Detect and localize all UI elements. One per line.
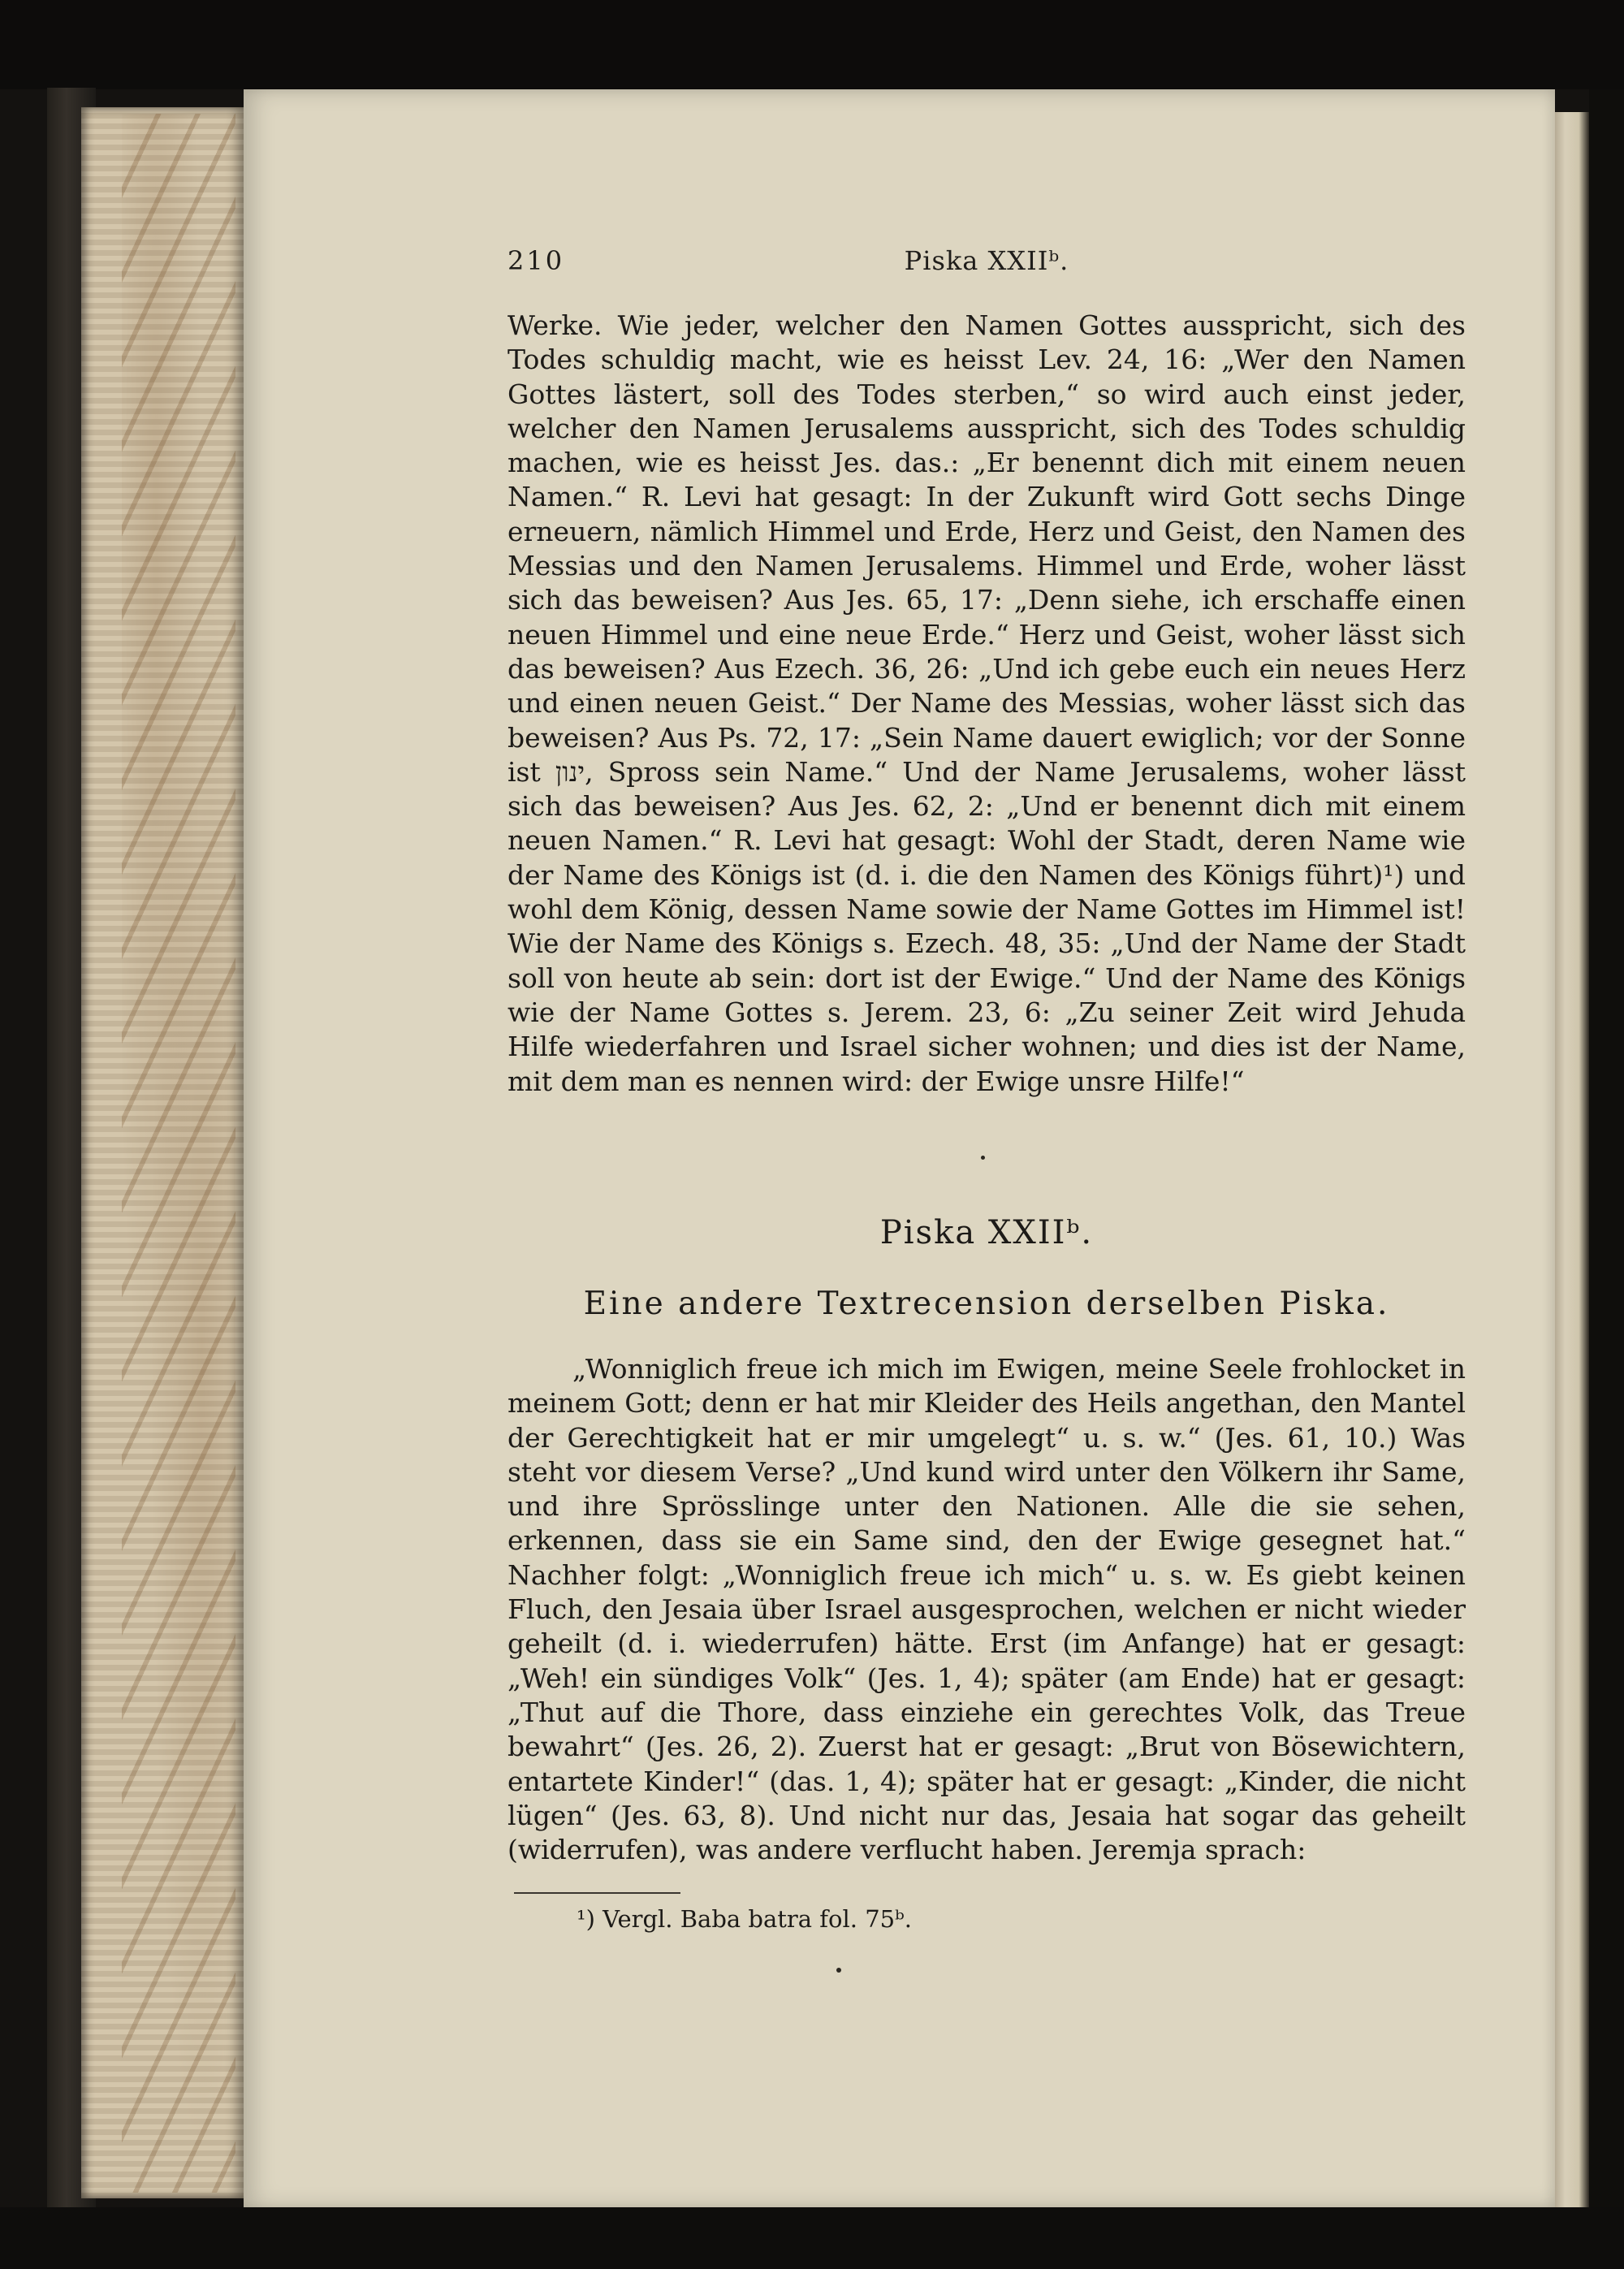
page-header [508, 245, 1466, 286]
paragraph-continued [508, 309, 1466, 1099]
paper-speck [981, 1156, 985, 1160]
backdrop [0, 0, 1624, 89]
section-title: Piska XXIIᵇ. [879, 1214, 1094, 1251]
section-subtitle: Eine andere Textrecension derselben Piska. [583, 1286, 1390, 1322]
bottom-backdrop [0, 2207, 1624, 2269]
paragraph-text: Werke. Wie jeder, welcher den Namen Gottes ausspricht, sich des Todes schuldig macht, wie es heisst Lev. 24, 16: „Wer den Namen Gottes lästert, soll des Todes sterben,“ so wird auch einst jeder, welcher den Namen Jerusalems ausspricht, sich des Todes schuldig machen, wie es heisst Jes. das.: „Er benennt dich mit einem neuen Namen.“ R. Levi hat gesagt: In der Zukunft wird Gott sechs Dinge erneuern, nämlich Himmel und Erde, Herz und Geist, den Namen des Messias und den Namen Jerusalems. Himmel und Erde, woher lässt sich das beweisen? Aus Jes. 65, 17: „Denn siehe, ich erschaffe einen neuen Himmel und eine neue Erde.“ Herz und Geist, woher lässt sich das beweisen? Aus Ezech. 36, 26: „Und ich gebe euch ein neues Herz und einen neuen Geist.“ Der Name des Messias, woher lässt sich das beweisen? Aus Ps. 72, 17: „Sein Name dauert ewiglich; vor der Sonne ist ינון, Spross sein Name.“ Und der Name Jerusalems, woher lässt sich das beweisen? Aus Jes. 62, 2: „Und er benennt dich mit einem neuen Namen.“ R. Levi hat gesagt: Wohl der Stadt, deren Name wie der Name des Königs ist (d. i. die den Namen des Königs führt)¹) und wohl dem König, dessen Name sowie der Name Gottes im Himmel ist! Wie der Name des Königs s. Ezech. 48, 35: „Und der Name der Stadt soll von heute ab sein: dort ist der Ewige.“ Und der Name des Königs wie der Name Gottes s. Jerem. 23, 6: „Zu seiner Zeit wird Jehuda Hilfe wiederfahren und Israel sicher wohnen; und dies ist der Name, mit dem man es nennen wird: der Ewige unsre Hilfe!“ [508, 309, 1466, 1097]
marbled-edge [122, 114, 235, 2193]
page-number: 210 [508, 245, 565, 276]
paragraph-new-section [508, 1352, 1466, 1867]
paper-speck [836, 1968, 841, 1973]
footnote-rule [514, 1892, 680, 1894]
running-head: Piska XXIIᵇ. [904, 245, 1069, 276]
right-backdrop [1589, 89, 1624, 2269]
right-page-edge [1555, 112, 1589, 2215]
paragraph-text: „Wonniglich freue ich mich im Ewigen, meine Seele frohlocket in meinem Gott; denn er hat mir Kleider des Heils angethan, den Mantel der Gerechtigkeit hat er mir umgelegt“ u. s. w.“ (Jes. 61, 10.) Was steht vor diesem Verse? „Und kund wird unter den Völkern ihr Same, und ihre Sprösslinge unter den Nationen. Alle die sie sehen, erkennen, dass sie ein Same sind, den der Ewige gesegnet hat.“ Nachher folgt: „Wonniglich freue ich mich“ u. s. w. Es giebt keinen Fluch, den Jesaia über Israel ausgesprochen, welchen er nicht wieder geheilt (d. i. wiederrufen) hätte. Erst (im Anfange) hat er gesagt: „Weh! ein sündiges Volk“ (Jes. 1, 4); später (am Ende) hat er gesagt: „Thut auf die Thore, dass einziehe ein gerechtes Volk, das Treue bewahrt“ (Jes. 26, 2). Zuerst hat er gesagt: „Brut von Bösewichtern, entartete Kinder!“ (das. 1, 4); später hat er gesagt: „Kinder, die nicht lügen“ (Jes. 63, 8). Und nicht nur das, Jesaia hat sogar das geheilt (widerrufen), was andere verflucht haben. Jeremja sprach: [508, 1353, 1466, 1866]
footnote: ¹) Vergl. Baba batra fol. 75ᵇ. [577, 1905, 912, 1933]
